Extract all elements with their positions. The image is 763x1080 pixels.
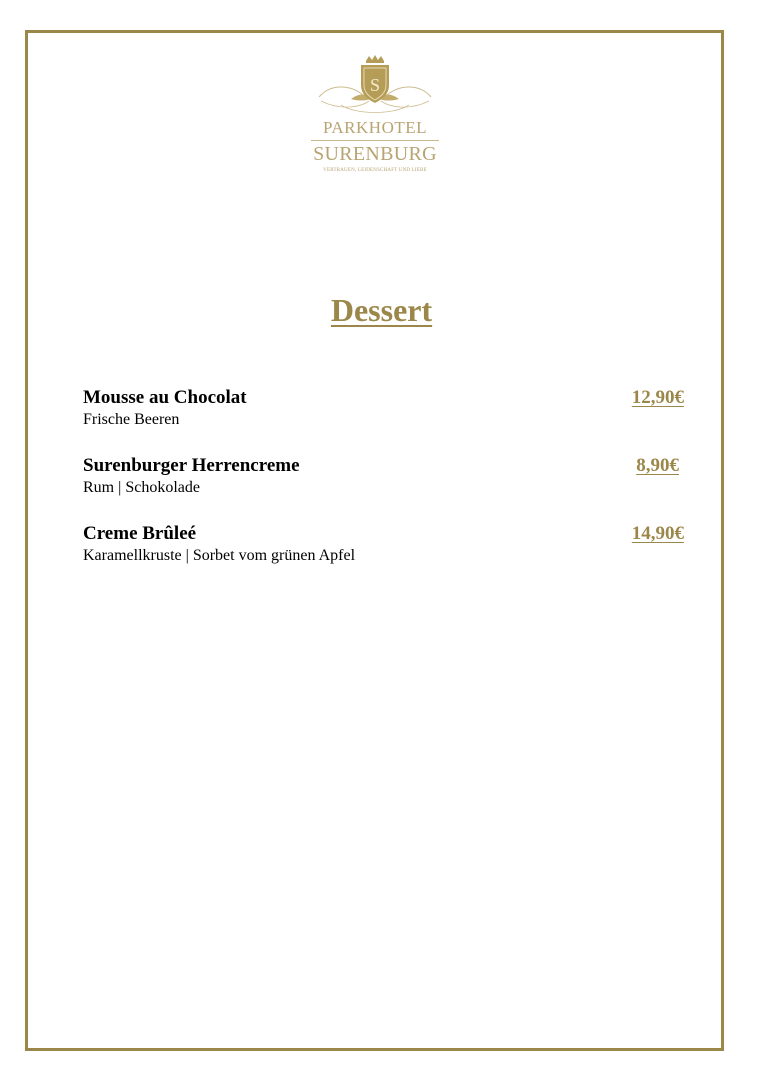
logo-parkhotel: PARKHOTEL	[323, 118, 427, 137]
item-name: Surenburger Herrencreme	[83, 455, 300, 476]
menu-list	[83, 386, 686, 590]
item-name: Mousse au Chocolat	[83, 387, 247, 408]
item-description: Frische Beeren	[83, 411, 180, 428]
menu-item	[83, 454, 686, 522]
menu-title: Dessert	[330, 292, 433, 328]
crest-emblem-icon	[311, 55, 439, 117]
logo-surenburg: SURENBURG	[313, 143, 437, 165]
logo-divider	[311, 140, 439, 141]
menu-item	[83, 386, 686, 454]
hotel-logo	[300, 55, 450, 185]
item-name: Creme Brûleé	[83, 523, 197, 544]
item-description: Karamellkruste | Sorbet vom grünen Apfel	[83, 547, 356, 564]
logo-tagline: VERTRAUEN, LEIDENSCHAFT UND LIEBE	[323, 168, 427, 173]
item-price: 14,90€	[631, 523, 684, 544]
item-description: Rum | Schokolade	[83, 479, 200, 496]
menu-item	[83, 522, 686, 590]
item-price: 12,90€	[631, 387, 684, 408]
item-price: 8,90€	[636, 455, 679, 476]
crest-letter: S	[369, 75, 381, 95]
